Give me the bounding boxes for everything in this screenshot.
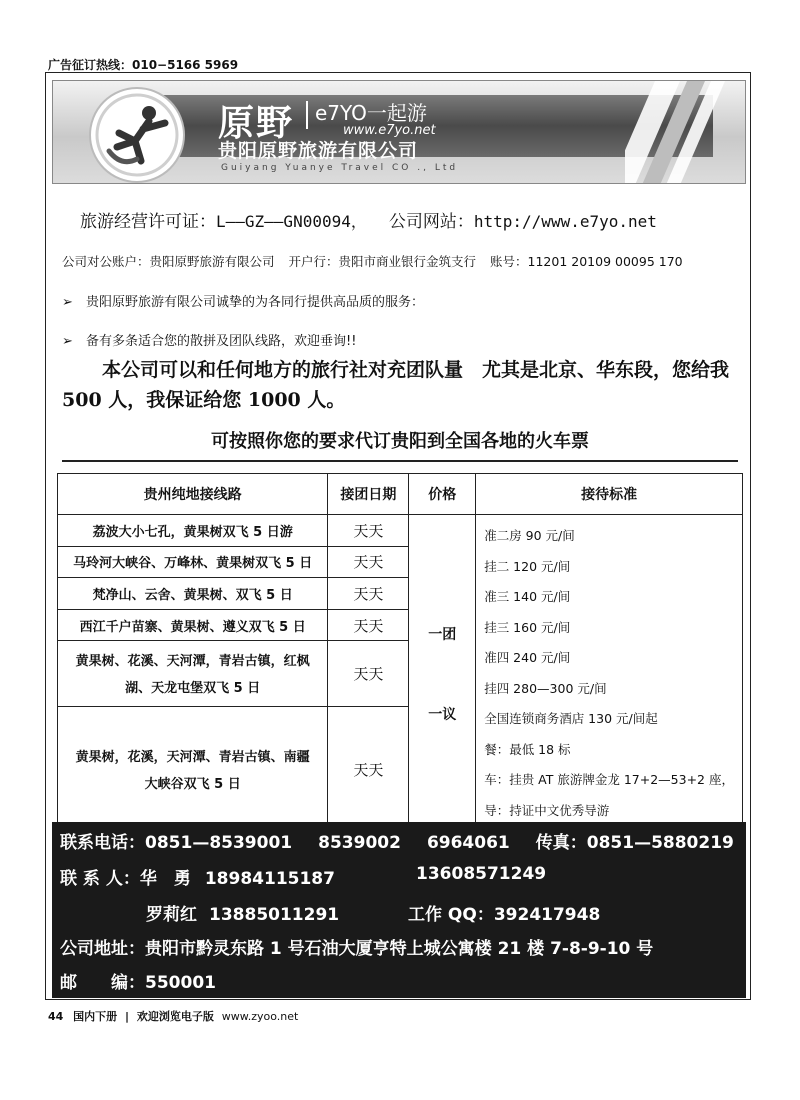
- price-bottom: 一议: [428, 706, 457, 723]
- phone-number: 0851—8539001: [145, 833, 293, 853]
- col-header-date: 接团日期: [328, 474, 409, 515]
- bullet-text: 贵阳原野旅游有限公司诚挚的为各同行提供高品质的服务：: [86, 295, 425, 310]
- footer-url[interactable]: www.zyoo.net: [221, 1010, 299, 1023]
- date-cell: 天天: [328, 609, 409, 641]
- mobile-number: 13608571249: [416, 864, 547, 884]
- qq-number: 392417948: [493, 905, 601, 925]
- mobile-number: 18984115187: [204, 869, 335, 889]
- date-cell: 天天: [328, 546, 409, 578]
- bullet-text: 备有多条适合您的散拼及团队线路，欢迎垂询!!: [86, 334, 357, 349]
- bank-account-line: [62, 252, 697, 270]
- address-text: 贵阳市黔灵东路 1 号石油大厦亨特上城公寓楼 21 楼 7-8-9-10 号: [145, 939, 654, 959]
- license-label: 旅游经营许可证：: [80, 212, 216, 232]
- standard-item: 准二房 90 元/间: [484, 528, 575, 543]
- contact-address-line: [60, 934, 653, 959]
- brand-name: 原野: [218, 103, 295, 144]
- date-cell: 天天: [328, 706, 409, 832]
- account-name: 公司对公账户：贵阳原野旅游有限公司: [62, 254, 275, 269]
- price-cell: [409, 515, 476, 833]
- fax-label: 传真：: [535, 833, 587, 853]
- promo-line: 500 人，我保证给您 1000 人。: [62, 389, 346, 411]
- qq-label-text: 工作 QQ：: [408, 905, 494, 925]
- promo-line: 本公司可以和任何地方的旅行社对充团队量 尤其是北京、华东段，您给我: [102, 359, 730, 381]
- col-header-price: 价格: [409, 474, 476, 515]
- date-cell: 天天: [328, 515, 409, 547]
- contact-person-line: [146, 900, 601, 925]
- license-line: [80, 207, 657, 232]
- table-header-row: [58, 474, 743, 515]
- date-cell: 天天: [328, 578, 409, 610]
- page-number: 44: [48, 1010, 64, 1023]
- standards-cell: [476, 515, 743, 833]
- person-label: 联 系 人：: [60, 869, 140, 889]
- page-footer: [48, 1008, 298, 1024]
- standard-item: 准三 140 元/间: [484, 589, 571, 604]
- qq-label: [408, 900, 600, 925]
- ad-hotline: 广告征订热线：010−5166 5969: [48, 58, 239, 72]
- account-number: 账号：11201 20109 00095 170: [490, 254, 683, 269]
- contact-phone-line: [60, 828, 734, 853]
- promo-statement: [62, 355, 752, 415]
- logo-icon: [89, 87, 185, 183]
- license-number: L——GZ——GN00094，: [216, 212, 367, 231]
- divider: [62, 460, 738, 462]
- standard-item: 全国连锁商务酒店 130 元/间起: [484, 711, 658, 726]
- contact-block: [52, 822, 746, 998]
- company-name: 贵阳原野旅游有限公司: [218, 140, 419, 162]
- footer-separator: |: [125, 1010, 130, 1023]
- company-banner: [52, 80, 746, 184]
- footer-slogan: 欢迎浏览电子版: [136, 1010, 214, 1023]
- standard-item: 车：挂贵 AT 旅游牌金龙 17+2—53+2 座，: [484, 772, 734, 787]
- postcode-label: 邮 编：: [60, 973, 145, 993]
- route-cell: [58, 641, 328, 706]
- route-line: 黄果树、花溪、天河潭，青岩古镇，红枫: [75, 654, 310, 670]
- bullet-item: [62, 330, 356, 349]
- bullet-arrow-icon: ➢: [62, 334, 73, 349]
- route-cell: 荔波大小七孔，黄果树双飞 5 日游: [58, 515, 328, 547]
- postcode: 550001: [145, 973, 216, 993]
- mobile-number: 13885011291: [209, 905, 340, 925]
- bullet-arrow-icon: ➢: [62, 295, 73, 310]
- table-row: [58, 515, 743, 547]
- bullet-item: [62, 291, 424, 310]
- phone-number: 8539002: [318, 833, 401, 853]
- address-label: 公司地址：: [60, 939, 145, 959]
- standard-item: 挂四 280—300 元/间: [484, 680, 607, 696]
- route-cell: 马玲河大峡谷、万峰林、黄果树双飞 5 日: [58, 546, 328, 578]
- phone-label: 联系电话：: [60, 833, 145, 853]
- person-name: 罗莉红: [146, 905, 197, 925]
- price-top: 一团: [428, 626, 457, 643]
- standard-item: 挂三 160 元/间: [484, 619, 571, 635]
- route-cell: [58, 706, 328, 832]
- standard-item: 餐：最低 18 标: [484, 741, 571, 757]
- route-line: 大峡谷双飞 5 日: [144, 777, 241, 793]
- brand-divider: [306, 101, 308, 129]
- standard-item: 挂二 120 元/间: [484, 558, 571, 574]
- col-header-route: 贵州纯地接线路: [58, 474, 328, 515]
- brand-e7yo: e7YO一起游: [315, 101, 427, 125]
- route-cell: 梵净山、云舍、黄果树、双飞 5 日: [58, 578, 328, 610]
- route-line: 湖、天龙屯堡双飞 5 日: [125, 681, 261, 697]
- route-line: 黄果树，花溪，天河潭、青岩古镇、南疆: [75, 750, 310, 766]
- contact-person-line: [60, 864, 547, 889]
- website-label: 公司网站：: [388, 212, 474, 232]
- banner-stripes: [625, 81, 745, 184]
- bank-name: 开户行：贵阳市商业银行金筑支行: [288, 254, 477, 269]
- contact-postcode-line: [60, 968, 216, 993]
- fax-number: 0851—5880219: [586, 833, 734, 853]
- date-cell: 天天: [328, 641, 409, 706]
- routes-table: [57, 473, 743, 833]
- phone-number: 6964061: [426, 833, 510, 853]
- section-name: 国内下册: [73, 1010, 118, 1023]
- brand-url: www.e7yo.net: [343, 123, 436, 138]
- standard-item: 导：持证中文优秀导游: [484, 802, 610, 818]
- company-name-en: Guiyang Yuanye Travel CO ., Ltd: [221, 163, 459, 173]
- website-link[interactable]: http://www.e7yo.net: [473, 212, 657, 231]
- person-name: 华 勇: [139, 869, 191, 889]
- route-cell: 西江千户苗寨、黄果树、遵义双飞 5 日: [58, 609, 328, 641]
- train-ticket-notice: 可按照你您的要求代订贵阳到全国各地的火车票: [211, 431, 589, 452]
- col-header-standard: 接待标准: [476, 474, 743, 515]
- standard-item: 准四 240 元/间: [484, 650, 571, 665]
